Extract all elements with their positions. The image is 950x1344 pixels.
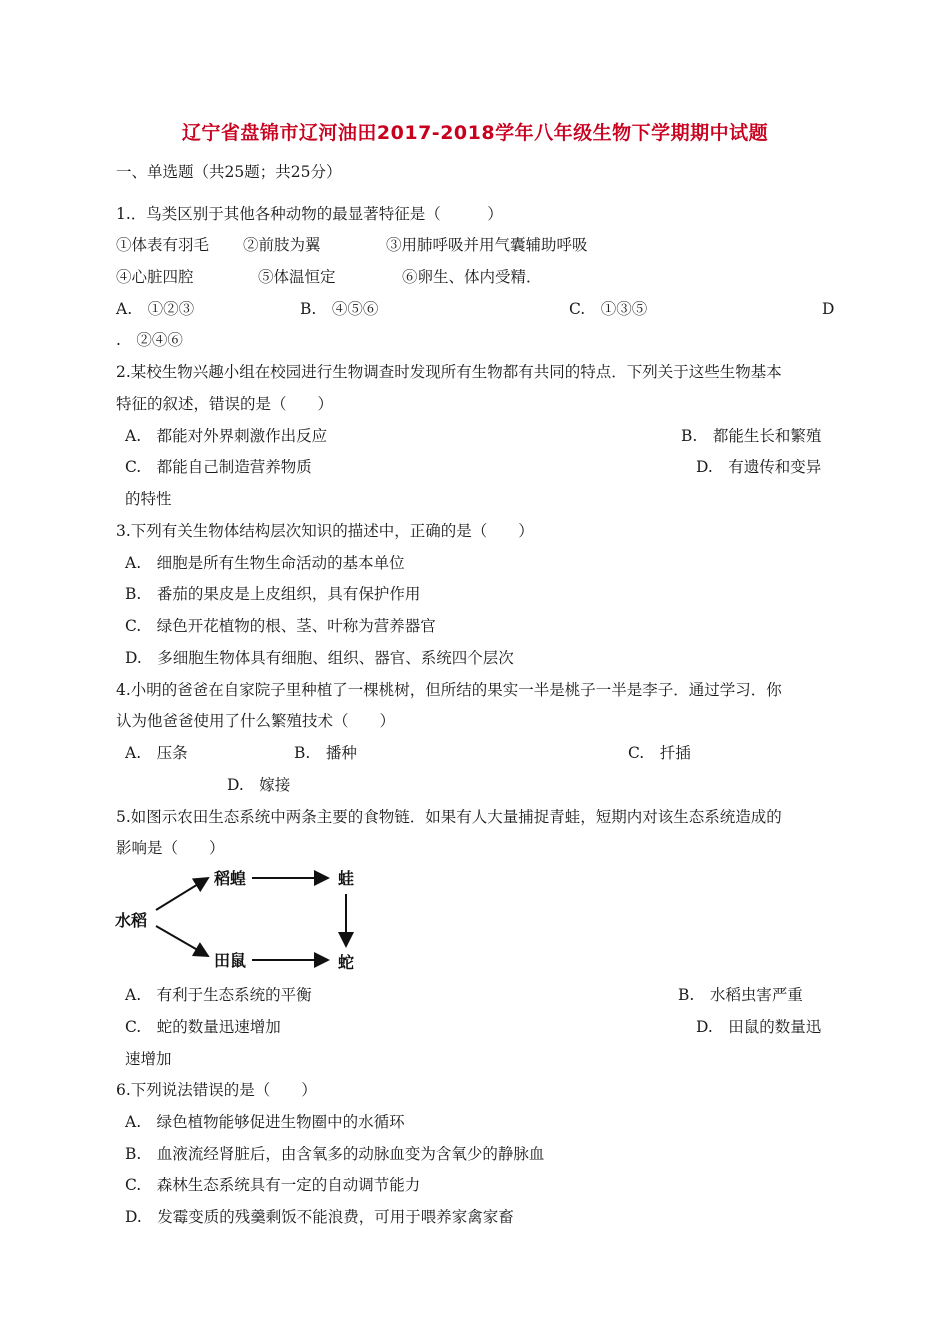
q5-option-d: D. 田鼠的数量迅	[696, 1018, 822, 1036]
node-mouse: 田鼠	[214, 951, 247, 970]
q5-option-d-cont: 速增加	[125, 1050, 172, 1068]
food-chain-diagram	[110, 862, 370, 974]
node-locust: 稻蝗	[214, 869, 247, 888]
q4-option-b: B. 播种	[294, 744, 357, 762]
q2-option-b: B. 都能生长和繁殖	[681, 427, 822, 445]
q2-option-a: A. 都能对外界刺激作出反应	[125, 427, 328, 445]
q6-stem: 6.下列说法错误的是（ ）	[116, 1081, 317, 1099]
q3-stem: 3.下列有关生物体结构层次知识的描述中，正确的是（ ）	[116, 522, 534, 540]
q6-option-d: D. 发霉变质的残羹剩饭不能浪费，可用于喂养家禽家畜	[125, 1208, 514, 1226]
arrow-rice-locust	[156, 878, 208, 910]
q4-option-d: D. 嫁接	[227, 776, 291, 794]
q5-option-c: C. 蛇的数量迅速增加	[125, 1018, 281, 1036]
q1-item-5: ⑤体温恒定	[258, 268, 336, 286]
q2-option-d-cont: 的特性	[125, 490, 172, 508]
q6-option-a: A. 绿色植物能够促进生物圈中的水循环	[125, 1113, 405, 1131]
q1-option-a: A. ①②③	[116, 300, 195, 318]
q2-stem-line2: 特征的叙述，错误的是（ ）	[116, 395, 334, 413]
q1-item-1: ①体表有羽毛	[116, 236, 210, 254]
q5-stem-line1: 5.如图示农田生态系统中两条主要的食物链．如果有人大量捕捉青蛙，短期内对该生态系统造成的	[116, 808, 782, 826]
node-rice: 水稻	[115, 911, 148, 930]
q2-option-d: D. 有遗传和变异	[696, 458, 822, 476]
q1-stem: 1.．鸟类区别于其他各种动物的最显著特征是（ ）	[116, 205, 503, 223]
q3-option-c: C. 绿色开花植物的根、茎、叶称为营养器官	[125, 617, 436, 635]
arrow-rice-mouse	[156, 926, 208, 956]
q1-item-2: ②前肢为翼	[243, 236, 321, 254]
q1-option-c: C. ①③⑤	[569, 300, 648, 318]
q4-stem-line1: 4.小明的爸爸在自家院子里种植了一棵桃树，但所结的果实一半是桃子一半是李子．通过学习．你	[116, 681, 782, 699]
q4-option-c: C. 扦插	[628, 744, 691, 762]
q1-item-6: ⑥卵生、体内受精．	[402, 268, 542, 286]
q5-option-b: B. 水稻虫害严重	[678, 986, 803, 1004]
q5-stem-line2: 影响是（ ）	[116, 839, 225, 857]
node-snake: 蛇	[338, 953, 355, 972]
q3-option-b: B. 番茄的果皮是上皮组织，具有保护作用	[125, 585, 421, 603]
q1-option-b: B. ④⑤⑥	[300, 300, 379, 318]
q6-option-b: B. 血液流经肾脏后，由含氧多的动脉血变为含氧少的静脉血	[125, 1145, 545, 1163]
q3-option-a: A. 细胞是所有生物生命活动的基本单位	[125, 554, 405, 572]
q3-option-d: D. 多细胞生物体具有细胞、组织、器官、系统四个层次	[125, 649, 514, 667]
q4-option-a: A. 压条	[125, 744, 188, 762]
q2-stem-line1: 2.某校生物兴趣小组在校园进行生物调查时发现所有生物都有共同的特点．下列关于这些生物基本	[116, 363, 782, 381]
q6-option-c: C. 森林生态系统具有一定的自动调节能力	[125, 1176, 421, 1194]
q4-stem-line2: 认为他爸爸使用了什么繁殖技术（ ）	[116, 712, 396, 730]
document-title: 辽宁省盘锦市辽河油田2017-2018学年八年级生物下学期期中试题	[181, 122, 769, 144]
section-heading: 一、单选题（共25题；共25分）	[116, 163, 342, 181]
q1-option-d: D	[822, 300, 835, 318]
q1-item-4: ④心脏四腔	[116, 268, 194, 286]
node-frog: 蛙	[338, 869, 355, 888]
q1-item-3: ③用肺呼吸并用气囊辅助呼吸	[386, 236, 588, 254]
q2-option-c: C. 都能自己制造营养物质	[125, 458, 312, 476]
q5-option-a: A. 有利于生态系统的平衡	[125, 986, 312, 1004]
q1-option-d-cont: . ②④⑥	[116, 331, 183, 349]
